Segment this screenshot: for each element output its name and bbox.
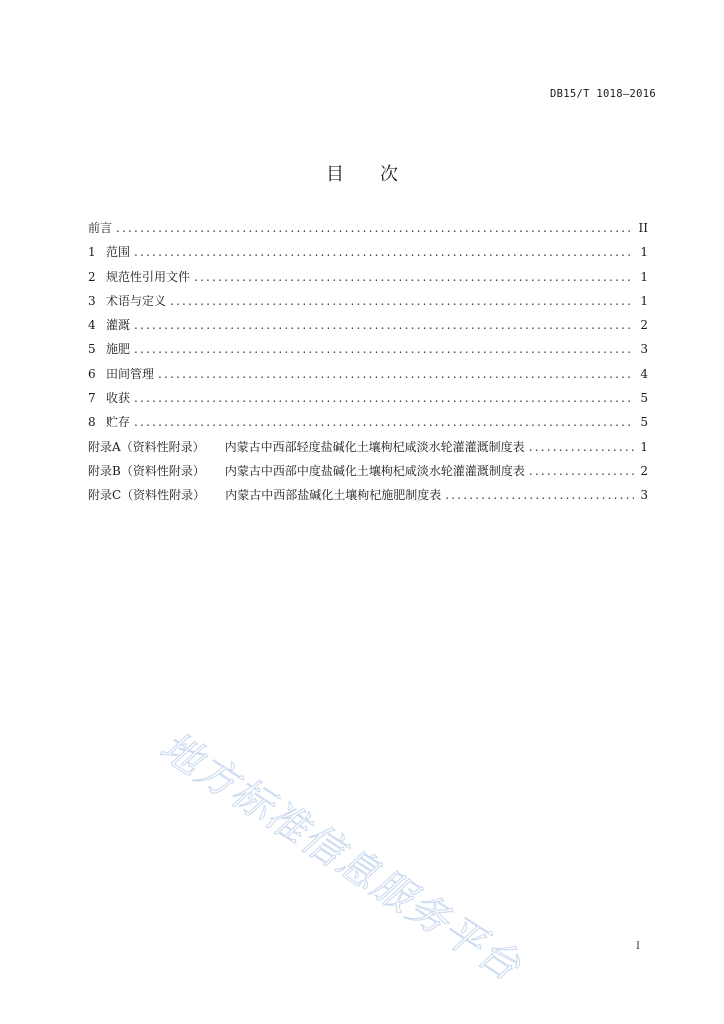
page-title xyxy=(0,160,724,186)
toc-entry-normative-references[interactable] xyxy=(88,268,648,292)
toc-number: 7 xyxy=(88,391,96,406)
toc-label: 术语与定义 xyxy=(106,293,167,308)
title-part-1: 目 xyxy=(326,164,344,185)
toc-label: 田间管理 xyxy=(106,366,155,381)
toc-label: 内蒙古中西部轻度盐碱化土壤枸杞咸淡水轮灌灌溉制度表 xyxy=(224,439,525,454)
toc-entry-annex-b[interactable] xyxy=(88,462,648,486)
toc-label: 灌溉 xyxy=(106,318,131,333)
toc-number: 3 xyxy=(88,293,96,308)
toc-label: 前言 xyxy=(88,221,113,235)
leader-dots xyxy=(529,440,634,454)
toc-entry-fertilization[interactable] xyxy=(88,340,648,364)
toc-label: 收获 xyxy=(106,391,131,406)
toc-entry-foreword[interactable] xyxy=(88,219,648,243)
toc-entry-harvest[interactable] xyxy=(88,389,648,413)
toc-number: 2 xyxy=(88,269,96,284)
toc-page-number: 5 xyxy=(640,415,648,430)
leader-dots xyxy=(134,415,634,429)
leader-dots xyxy=(158,367,634,381)
toc-number: 6 xyxy=(88,366,96,381)
watermark: 地方标准信息服务平台 xyxy=(152,723,530,991)
toc-page-number: II xyxy=(638,221,648,235)
toc-number: 8 xyxy=(88,415,96,430)
toc-label: 范围 xyxy=(106,245,131,260)
toc-label: 贮存 xyxy=(106,415,131,430)
toc-page-number: 4 xyxy=(640,366,648,381)
toc-number: 1 xyxy=(88,245,96,260)
toc-entry-storage[interactable] xyxy=(88,413,648,437)
toc-page-number: 2 xyxy=(640,318,648,333)
toc-entry-field-management[interactable] xyxy=(88,365,648,389)
standard-code: DB15/T 1018—2016 xyxy=(550,88,656,100)
toc-label: 规范性引用文件 xyxy=(106,269,191,284)
toc-entry-annex-a[interactable] xyxy=(88,438,648,462)
toc-label: 内蒙古中西部盐碱化土壤枸杞施肥制度表 xyxy=(225,488,442,503)
toc-annex-label: 附录A（资料性附录） xyxy=(88,439,205,454)
toc-entry-scope[interactable] xyxy=(88,243,648,267)
title-part-2: 次 xyxy=(380,164,398,185)
leader-dots xyxy=(194,270,634,284)
toc-annex-label: 附录B（资料性附录） xyxy=(88,463,205,478)
toc-annex-label: 附录C（资料性附录） xyxy=(88,488,206,503)
toc-number: 4 xyxy=(88,318,96,333)
toc-number: 5 xyxy=(88,342,96,357)
toc-label: 施肥 xyxy=(106,342,131,357)
toc-page-number: 3 xyxy=(640,488,648,503)
leader-dots xyxy=(134,391,634,405)
page-number: I xyxy=(636,941,640,952)
leader-dots xyxy=(134,245,634,259)
leader-dots xyxy=(134,318,634,332)
leader-dots xyxy=(170,294,634,308)
toc-entry-annex-c[interactable] xyxy=(88,486,648,510)
toc-page-number: 1 xyxy=(640,245,648,260)
toc-page-number: 1 xyxy=(640,269,648,284)
toc-page-number: 1 xyxy=(640,293,648,308)
toc-entry-terms[interactable] xyxy=(88,292,648,316)
toc-page-number: 2 xyxy=(640,463,648,478)
toc-page-number: 1 xyxy=(640,439,648,454)
toc-label: 内蒙古中西部中度盐碱化土壤枸杞咸淡水轮灌灌溉制度表 xyxy=(224,463,525,478)
leader-dots xyxy=(116,221,634,235)
leader-dots xyxy=(529,464,634,478)
toc-entry-irrigation[interactable] xyxy=(88,316,648,340)
toc-page-number: 5 xyxy=(640,391,648,406)
table-of-contents xyxy=(88,219,648,511)
leader-dots xyxy=(134,342,634,356)
toc-page-number: 3 xyxy=(640,342,648,357)
leader-dots xyxy=(445,488,634,502)
